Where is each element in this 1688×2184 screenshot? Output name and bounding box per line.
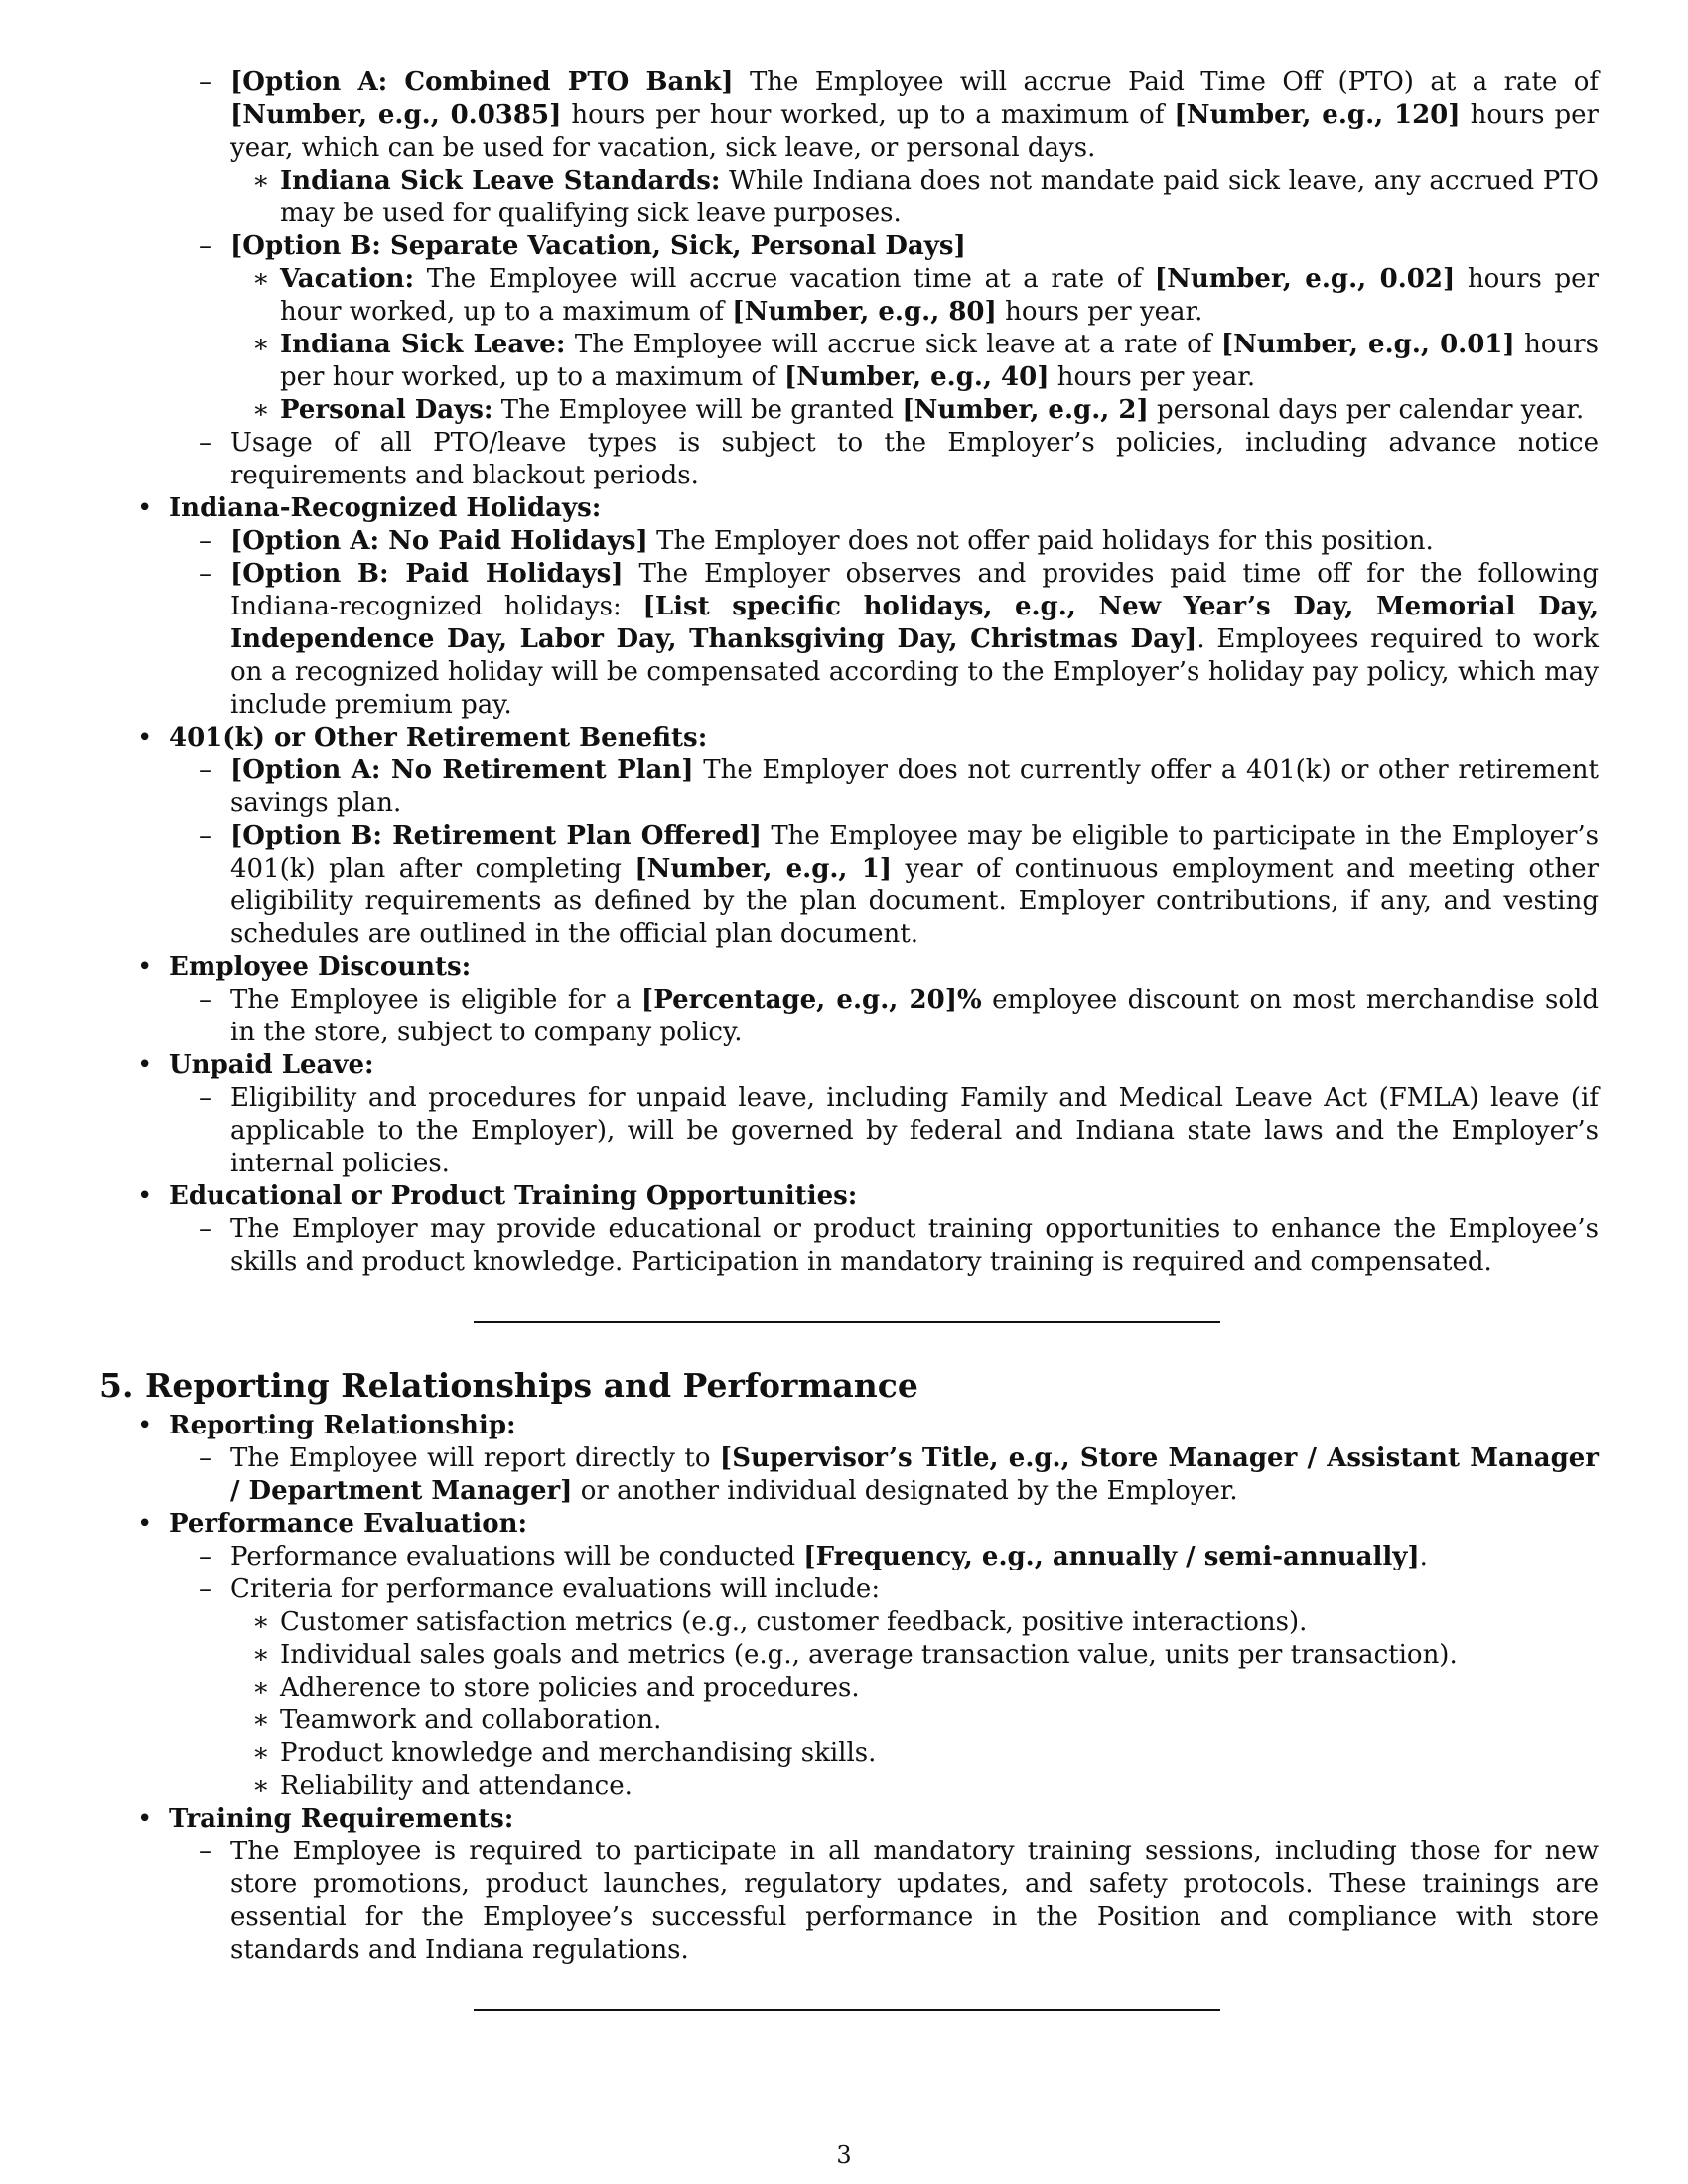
reporting-text: – The Employee will report directly to [Supervisor’s Title, e.g., Store Manager / Assistant Manager / Department Manager] or another individual designated by the Employer. — [230, 1442, 1599, 1508]
asterisk-marker — [252, 1672, 270, 1705]
horizontal-rule — [474, 1321, 1220, 1323]
asterisk-marker — [252, 1705, 270, 1737]
criteria-item: ∗ Reliability and attendance. — [280, 1770, 1599, 1803]
dash-marker — [199, 558, 211, 591]
holidays-option-b: – [Option B: Paid Holidays] The Employer observes and provides paid time off for the following Indiana-recognized holidays: [List specific holidays, e.g., New Year’s Day, Memorial Day, Independence Day, Labor Day, Thanksgiving Day, Christmas Day]. Employees required to work on a recognized holiday will be compensated according to the Employer’s holiday pay policy, which may include premium pay. — [230, 558, 1599, 722]
holidays-heading: • Indiana-Recognized Holidays: — [169, 492, 1599, 525]
bullet-marker — [137, 1180, 152, 1213]
bullet-marker — [137, 1410, 152, 1442]
asterisk-marker — [252, 1639, 270, 1672]
asterisk-marker — [252, 263, 270, 296]
dash-marker — [199, 754, 211, 787]
training-opportunities-text: – The Employer may provide educational or product training opportunities to enhance the Employee’s skills and product knowledge. Participation in mandatory training is required and compensated. — [230, 1213, 1599, 1279]
asterisk-marker — [252, 329, 270, 361]
horizontal-rule — [474, 2009, 1220, 2011]
bullet-marker — [137, 1049, 152, 1082]
performance-frequency: – Performance evaluations will be conducted [Frequency, e.g., annually / semi-annually]. — [230, 1541, 1599, 1573]
performance-criteria-intro: – Criteria for performance evaluations will include: — [230, 1573, 1599, 1606]
asterisk-marker — [252, 165, 270, 198]
discounts-heading: • Employee Discounts: — [169, 951, 1599, 984]
dash-marker — [199, 1836, 211, 1868]
dash-marker — [199, 427, 211, 460]
criteria-item: ∗ Customer satisfaction metrics (e.g., customer feedback, positive interactions). — [280, 1606, 1599, 1639]
criteria-item: ∗ Individual sales goals and metrics (e.g., average transaction value, units per transaction). — [280, 1639, 1599, 1672]
training-requirements-text: – The Employee is required to participate in all mandatory training sessions, including those for new store promotions, product launches, regulatory updates, and safety protocols. These trainings are essential for the Employee’s successful performance in the Position and compliance with store standards and Indiana regulations. — [230, 1836, 1599, 1967]
retirement-heading: • 401(k) or Other Retirement Benefits: — [169, 722, 1599, 754]
vacation-item: ∗ Vacation: The Employee will accrue vacation time at a rate of [Number, e.g., 0.02] hours per hour worked, up to a maximum of [Number, e.g., 80] hours per year. — [280, 263, 1599, 329]
bullet-marker — [137, 1508, 152, 1541]
option-a-combined-pto: – [Option A: Combined PTO Bank] The Employee will accrue Paid Time Off (PTO) at a rate of [Number, e.g., 0.0385] hours per hour worked, up to a maximum of [Number, e.g., 120] hours per year, which can be used for vacation, sick leave, or personal days. — [230, 67, 1599, 165]
holidays-option-a: – [Option A: No Paid Holidays] The Employer does not offer paid holidays for this position. — [230, 525, 1599, 558]
retirement-option-b: – [Option B: Retirement Plan Offered] The Employee may be eligible to participate in the Employer’s 401(k) plan after completing [Number, e.g., 1] year of continuous employment and meeting other eligibility requirements as defined by the plan document. Employer contributions, if any, and vesting schedules are outlined in the official plan document. — [230, 820, 1599, 951]
indiana-sick-leave-item: ∗ Indiana Sick Leave: The Employee will accrue sick leave at a rate of [Number, e.g., 0.01] hours per hour worked, up to a maximum of [Number, e.g., 40] hours per year. — [280, 329, 1599, 394]
reporting-heading: • Reporting Relationship: — [169, 1410, 1599, 1442]
dash-marker — [199, 1573, 211, 1606]
dash-marker — [199, 1541, 211, 1573]
performance-heading: • Performance Evaluation: — [169, 1508, 1599, 1541]
bullet-marker — [137, 722, 152, 754]
section-5-title — [99, 1366, 1688, 1406]
dash-marker — [199, 67, 211, 99]
discounts-text: – The Employee is eligible for a [Percentage, e.g., 20]% employee discount on most merchandise sold in the store, subject to company policy. — [230, 984, 1599, 1049]
retirement-option-a: – [Option A: No Retirement Plan] The Employer does not currently offer a 401(k) or other retirement savings plan. — [230, 754, 1599, 820]
usage-policy: – Usage of all PTO/leave types is subject to the Employer’s policies, including advance notice requirements and blackout periods. — [230, 427, 1599, 492]
dash-marker — [199, 1082, 211, 1115]
criteria-item: ∗ Product knowledge and merchandising skills. — [280, 1737, 1599, 1770]
bullet-marker — [137, 492, 152, 525]
option-b-separate-leave: – [Option B: Separate Vacation, Sick, Personal Days] — [230, 230, 1599, 263]
unpaid-leave-text: – Eligibility and procedures for unpaid leave, including Family and Medical Leave Act (FMLA) leave (if applicable to the Employer), will be governed by federal and Indiana state laws and the Employer’s internal policies. — [230, 1082, 1599, 1180]
dash-marker — [199, 984, 211, 1017]
unpaid-leave-heading: • Unpaid Leave: — [169, 1049, 1599, 1082]
section-title-text: Reporting Relationships and Performance — [145, 1366, 918, 1405]
training-requirements-heading: • Training Requirements: — [169, 1803, 1599, 1836]
dash-marker — [199, 230, 211, 263]
bullet-marker — [137, 951, 152, 984]
asterisk-marker — [252, 1606, 270, 1639]
asterisk-marker — [252, 1770, 270, 1803]
asterisk-marker — [252, 394, 270, 427]
criteria-item: ∗ Teamwork and collaboration. — [280, 1705, 1599, 1737]
dash-marker — [199, 1213, 211, 1246]
dash-marker — [199, 1442, 211, 1475]
training-opportunities-heading: • Educational or Product Training Opportunities: — [169, 1180, 1599, 1213]
asterisk-marker — [252, 1737, 270, 1770]
page-number: 3 — [836, 2141, 852, 2169]
criteria-item: ∗ Adherence to store policies and procedures. — [280, 1672, 1599, 1705]
dash-marker — [199, 525, 211, 558]
personal-days-item: ∗ Personal Days: The Employee will be granted [Number, e.g., 2] personal days per calendar year. — [280, 394, 1599, 427]
section-number: 5. — [99, 1366, 134, 1405]
dash-marker — [199, 820, 211, 853]
bullet-marker — [137, 1803, 152, 1836]
indiana-sick-leave-standards: ∗ Indiana Sick Leave Standards: While Indiana does not mandate paid sick leave, any accrued PTO may be used for qualifying sick leave purposes. — [280, 165, 1599, 230]
